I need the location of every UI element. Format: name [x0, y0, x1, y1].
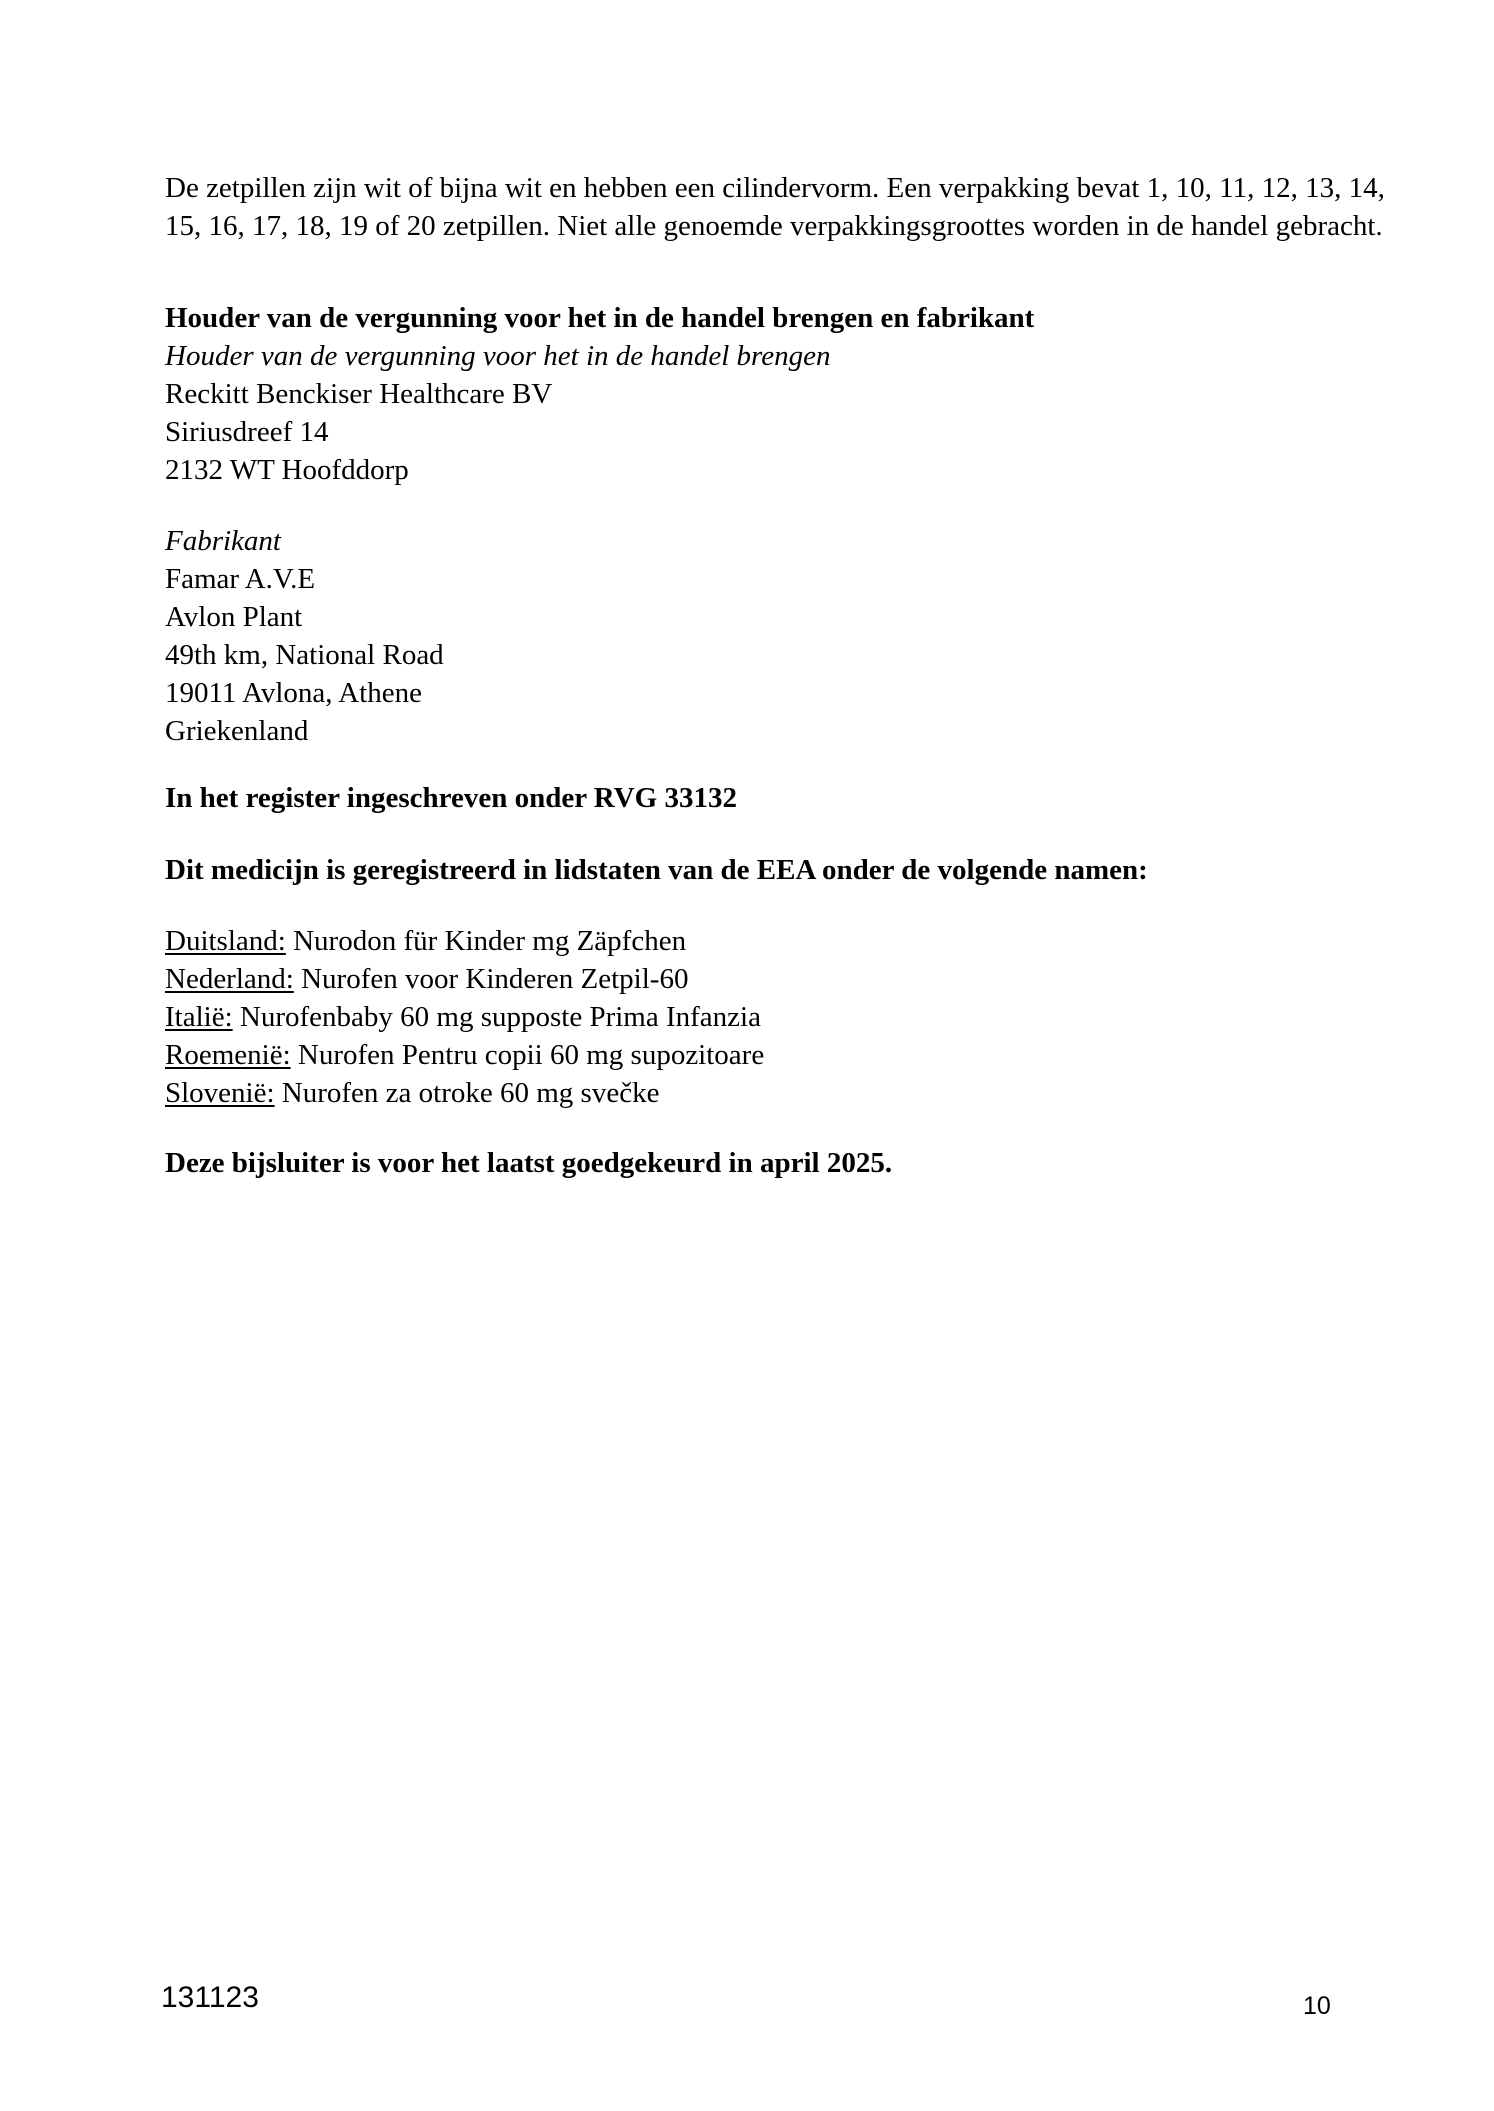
intro-paragraph [165, 169, 1434, 245]
eea-name-row [165, 1036, 1434, 1074]
eea-heading-section [165, 851, 1434, 889]
manufacturer-subheading: Fabrikant [165, 525, 281, 557]
approval-section [165, 1144, 1434, 1182]
eea-name-row [165, 998, 1434, 1036]
register-section [165, 779, 1434, 817]
product-name: Nurodon für Kinder mg Zäpfchen [293, 925, 687, 957]
page-number: 10 [1303, 1992, 1331, 2020]
eea-name-row [165, 960, 1434, 998]
doc-code: 131123 [161, 1981, 259, 2014]
product-name: Nurofen voor Kinderen Zetpil-60 [301, 963, 689, 995]
manufacturer-address-line: Famar A.V.E [165, 563, 316, 595]
mah-section [165, 299, 1434, 489]
country-label: Roemenië: [165, 1039, 291, 1071]
country-label: Duitsland: [165, 925, 286, 957]
manufacturer-address-line: 49th km, National Road [165, 639, 444, 671]
intro-line-2: 15, 16, 17, 18, 19 of 20 zetpillen. Niet alle genoemde verpakkingsgroottes worden in de handel gebracht. [165, 210, 1383, 242]
manufacturer-section [165, 522, 1434, 750]
approval-statement: Deze bijsluiter is voor het laatst goedgekeurd in april 2025. [165, 1147, 893, 1179]
mah-section-heading: Houder van de vergunning voor het in de handel brengen en fabrikant [165, 302, 1035, 334]
mah-address-line: Reckitt Benckiser Healthcare BV [165, 378, 553, 410]
country-label: Nederland: [165, 963, 294, 995]
manufacturer-address-line: Griekenland [165, 715, 309, 747]
intro-line-1: De zetpillen zijn wit of bijna wit en hebben een cilindervorm. Een verpakking bevat 1, 10, 11, 12, 13, 14, [165, 172, 1385, 204]
manufacturer-address-line: Avlon Plant [165, 601, 303, 633]
eea-name-list [165, 922, 1434, 1112]
mah-address-line: 2132 WT Hoofddorp [165, 454, 409, 486]
register-statement: In het register ingeschreven onder RVG 33132 [165, 782, 737, 814]
manufacturer-address-line: 19011 Avlona, Athene [165, 677, 422, 709]
eea-name-row [165, 1074, 1434, 1112]
mah-address-line: Siriusdreef 14 [165, 416, 329, 448]
page-content [165, 169, 1434, 1182]
eea-heading: Dit medicijn is geregistreerd in lidstaten van de EEA onder de volgende namen: [165, 854, 1148, 886]
country-label: Italië: [165, 1001, 233, 1033]
product-name: Nurofen Pentru copii 60 mg supozitoare [297, 1039, 765, 1071]
product-name: Nurofenbaby 60 mg supposte Prima Infanzia [239, 1001, 761, 1033]
product-name: Nurofen za otroke 60 mg svečke [281, 1077, 660, 1109]
country-label: Slovenië: [165, 1077, 275, 1109]
mah-subheading: Houder van de vergunning voor het in de handel brengen [165, 340, 831, 372]
eea-name-row [165, 922, 1434, 960]
